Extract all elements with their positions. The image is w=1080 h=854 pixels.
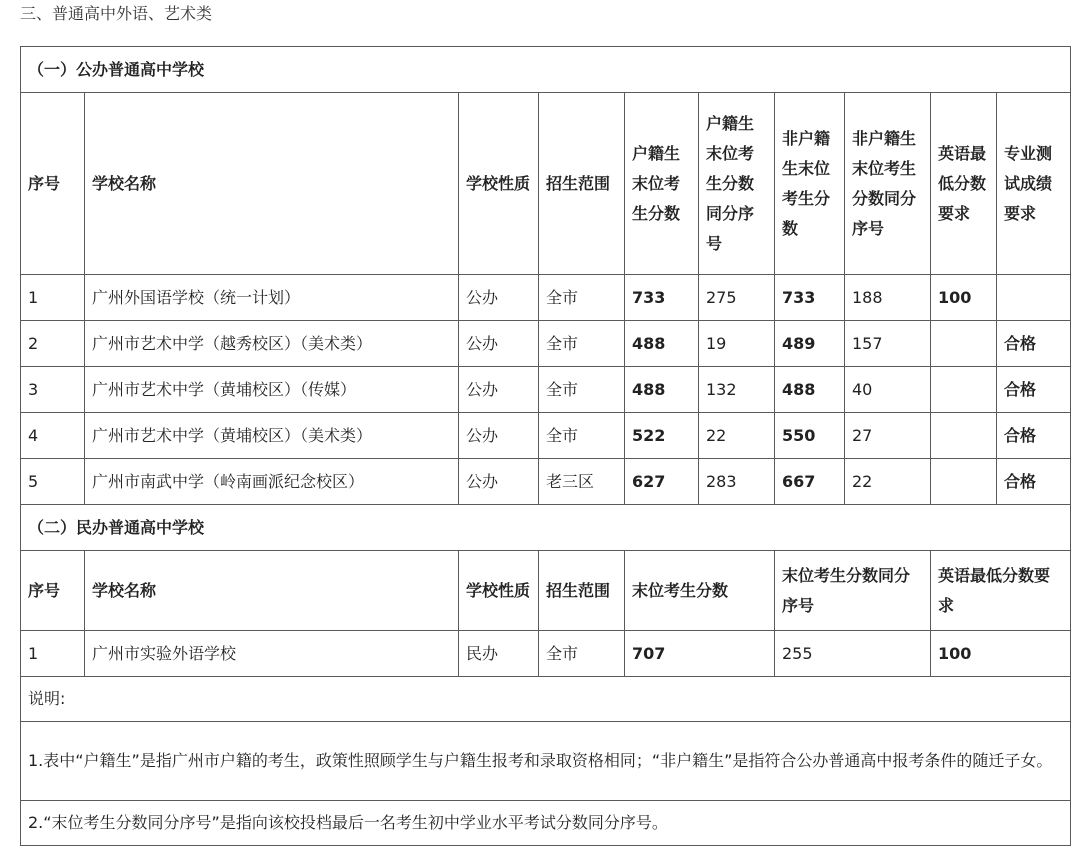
header-scope: 招生范围	[539, 93, 625, 275]
table-row	[21, 413, 1071, 459]
cell-score: 707	[625, 631, 775, 677]
cell-school-name: 广州市实验外语学校	[85, 631, 459, 677]
cell-no: 5	[21, 459, 85, 505]
header-prof-test: 专业测试成绩要求	[997, 93, 1071, 275]
cell-scope: 全市	[539, 275, 625, 321]
cell-hj-score: 522	[625, 413, 699, 459]
cell-scope: 全市	[539, 631, 625, 677]
section-public-title: （一）公办普通高中学校	[21, 47, 1071, 93]
header-school-type: 学校性质	[459, 93, 539, 275]
header-fhj-score: 非户籍生末位考生分数	[775, 93, 845, 275]
cell-prof-test: 合格	[997, 321, 1071, 367]
cell-school-type: 公办	[459, 459, 539, 505]
cell-hj-rank: 22	[699, 413, 775, 459]
cell-english-min	[931, 367, 997, 413]
table-row	[21, 275, 1071, 321]
cell-english-min	[931, 459, 997, 505]
header-hj-score: 户籍生末位考生分数	[625, 93, 699, 275]
cell-scope: 老三区	[539, 459, 625, 505]
cell-prof-test: 合格	[997, 459, 1071, 505]
header-english-min: 英语最低分数要求	[931, 551, 1071, 631]
cell-prof-test	[997, 275, 1071, 321]
cell-school-name: 广州市艺术中学（黄埔校区）（美术类）	[85, 413, 459, 459]
cell-school-type: 公办	[459, 275, 539, 321]
cell-fhj-score: 733	[775, 275, 845, 321]
cell-school-name: 广州市艺术中学（越秀校区）（美术类）	[85, 321, 459, 367]
cell-no: 1	[21, 275, 85, 321]
cell-hj-score: 733	[625, 275, 699, 321]
cell-fhj-score: 550	[775, 413, 845, 459]
cell-fhj-score: 488	[775, 367, 845, 413]
cell-fhj-rank: 40	[845, 367, 931, 413]
cell-no: 1	[21, 631, 85, 677]
notes-title: 说明:	[21, 677, 1071, 722]
cell-fhj-score: 489	[775, 321, 845, 367]
note-1: 1.表中“户籍生”是指广州市户籍的考生，政策性照顾学生与户籍生报考和录取资格相同；“非户籍生”是指符合公办普通高中报考条件的随迁子女。	[21, 722, 1071, 801]
header-score: 末位考生分数	[625, 551, 775, 631]
table-row	[21, 459, 1071, 505]
cell-hj-rank: 275	[699, 275, 775, 321]
header-english-min: 英语最低分数要求	[931, 93, 997, 275]
cell-hj-score: 488	[625, 367, 699, 413]
cell-school-name: 广州外国语学校（统一计划）	[85, 275, 459, 321]
cell-no: 2	[21, 321, 85, 367]
cell-scope: 全市	[539, 367, 625, 413]
cell-hj-rank: 283	[699, 459, 775, 505]
cell-english-min: 100	[931, 631, 1071, 677]
header-fhj-rank: 非户籍生末位考生分数同分序号	[845, 93, 931, 275]
header-school-name: 学校名称	[85, 551, 459, 631]
header-school-name: 学校名称	[85, 93, 459, 275]
cell-fhj-score: 667	[775, 459, 845, 505]
cell-scope: 全市	[539, 413, 625, 459]
cell-english-min	[931, 321, 997, 367]
header-rank: 末位考生分数同分序号	[775, 551, 931, 631]
cell-school-type: 公办	[459, 321, 539, 367]
table-row	[21, 367, 1071, 413]
note-2: 2.“末位考生分数同分序号”是指向该校投档最后一名考生初中学业水平考试分数同分序号。	[21, 801, 1071, 846]
header-no: 序号	[21, 551, 85, 631]
cell-scope: 全市	[539, 321, 625, 367]
section-private-title: （二）民办普通高中学校	[21, 505, 1071, 551]
cell-english-min: 100	[931, 275, 997, 321]
header-hj-rank: 户籍生末位考生分数同分序号	[699, 93, 775, 275]
cell-prof-test: 合格	[997, 413, 1071, 459]
cell-hj-rank: 19	[699, 321, 775, 367]
cell-hj-score: 488	[625, 321, 699, 367]
cell-fhj-rank: 22	[845, 459, 931, 505]
cell-fhj-rank: 157	[845, 321, 931, 367]
cell-no: 3	[21, 367, 85, 413]
cell-fhj-rank: 27	[845, 413, 931, 459]
cell-school-type: 公办	[459, 367, 539, 413]
header-school-type: 学校性质	[459, 551, 539, 631]
header-scope: 招生范围	[539, 551, 625, 631]
cell-school-type: 公办	[459, 413, 539, 459]
cell-no: 4	[21, 413, 85, 459]
cell-prof-test: 合格	[997, 367, 1071, 413]
cell-school-name: 广州市南武中学（岭南画派纪念校区）	[85, 459, 459, 505]
table-row	[21, 631, 1071, 677]
cell-hj-score: 627	[625, 459, 699, 505]
cell-english-min	[931, 413, 997, 459]
table-row	[21, 321, 1071, 367]
cell-school-type: 民办	[459, 631, 539, 677]
cell-rank: 255	[775, 631, 931, 677]
cell-hj-rank: 132	[699, 367, 775, 413]
page-heading: 三、普通高中外语、艺术类	[20, 4, 213, 23]
header-no: 序号	[21, 93, 85, 275]
admission-score-table	[20, 46, 1071, 846]
cell-school-name: 广州市艺术中学（黄埔校区）（传媒）	[85, 367, 459, 413]
cell-fhj-rank: 188	[845, 275, 931, 321]
